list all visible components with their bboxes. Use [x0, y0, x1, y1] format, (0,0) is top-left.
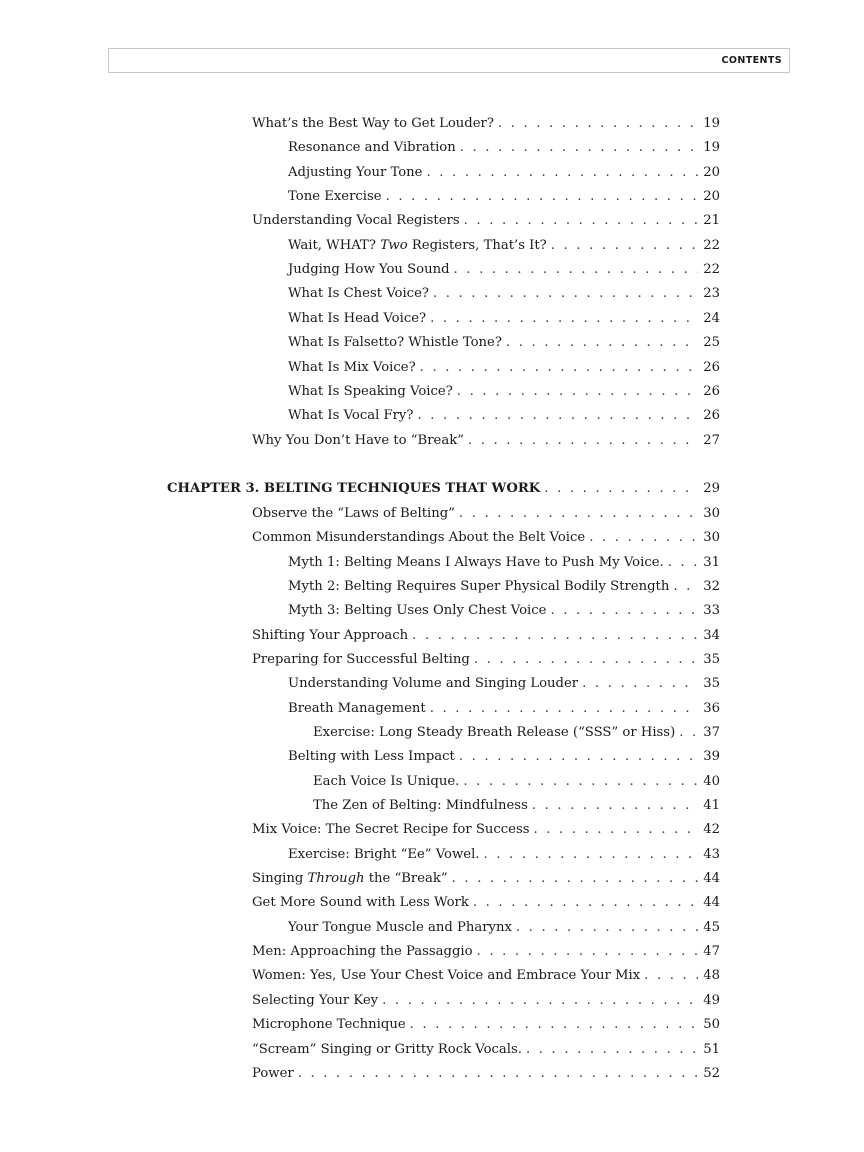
toc-entry[interactable]	[288, 577, 720, 597]
toc-entry-title: Your Tongue Muscle and Pharynx	[288, 919, 512, 935]
toc-entry[interactable]	[288, 138, 720, 158]
toc-entry[interactable]	[252, 1040, 720, 1060]
toc-entry-title: What Is Head Voice?	[288, 310, 427, 326]
toc-entry-title: Exercise: Long Steady Breath Release (“SSS” or Hiss)	[313, 724, 676, 740]
dot-leader	[506, 333, 698, 353]
toc-page-number: 29	[703, 481, 720, 497]
toc-page-number: 37	[703, 724, 720, 740]
toc-entry[interactable]	[288, 309, 720, 329]
toc-page-number: 22	[703, 237, 720, 253]
toc-page-number: 36	[703, 700, 720, 716]
dot-leader	[464, 211, 699, 231]
toc-page-number: 30	[703, 505, 720, 521]
toc-entry-title: Men: Approaching the Passaggio	[252, 944, 473, 960]
toc-entry[interactable]	[288, 358, 720, 378]
dot-leader	[298, 1064, 699, 1084]
dot-leader	[644, 966, 698, 986]
toc-page-number: 44	[703, 871, 720, 886]
toc-entry-title: Judging How You Sound	[288, 262, 450, 278]
toc-entry-title: Myth 3: Belting Uses Only Chest Voice	[288, 603, 547, 619]
toc-entry-title: What’s the Best Way to Get Louder?	[252, 116, 494, 131]
toc-page-number: 51	[703, 1041, 720, 1057]
dot-leader	[551, 236, 698, 256]
toc-entry[interactable]	[252, 211, 720, 231]
running-header-label: CONTENTS	[721, 55, 782, 66]
toc-entry[interactable]	[288, 382, 720, 402]
dot-leader	[420, 358, 699, 378]
running-header	[108, 48, 790, 73]
dot-leader	[532, 796, 698, 816]
toc-entry-title: Women: Yes, Use Your Chest Voice and Embrace Your Mix	[252, 968, 641, 984]
toc-entry-title-part: Registers, That’s It?	[407, 237, 547, 253]
toc-entry-title: What Is Mix Voice?	[288, 359, 416, 375]
dot-leader	[410, 1015, 699, 1035]
toc-page-number: 26	[703, 383, 720, 399]
toc-entry-title: Resonance and Vibration	[288, 140, 456, 156]
toc-entry-title: Preparing for Successful Belting	[252, 651, 470, 667]
toc-entry[interactable]	[288, 699, 720, 719]
toc-page-number: 19	[703, 140, 720, 156]
toc-page-number: 34	[703, 627, 720, 643]
toc-page-number: 47	[703, 944, 720, 960]
toc-entry[interactable]	[252, 1064, 720, 1084]
toc-entry-title-emphasis: Through	[307, 871, 365, 886]
dot-leader	[426, 163, 698, 183]
toc-entry[interactable]	[288, 163, 720, 183]
toc-entry[interactable]	[313, 796, 720, 816]
dot-leader	[417, 406, 698, 426]
dot-leader	[516, 918, 698, 938]
toc-page-number: 44	[703, 895, 720, 911]
toc-entry[interactable]	[288, 406, 720, 426]
toc-entry[interactable]	[288, 747, 720, 767]
toc-entry-title: Shifting Your Approach	[252, 627, 409, 643]
toc-entry-title: What Is Vocal Fry?	[288, 408, 414, 424]
dot-leader	[474, 650, 698, 670]
toc-entry[interactable]	[288, 601, 720, 621]
toc-entry[interactable]	[252, 504, 720, 524]
toc-page-number: 48	[703, 968, 720, 984]
toc-entry-title: Each Voice Is Unique.	[313, 773, 460, 789]
dot-leader	[430, 699, 699, 719]
dot-leader	[679, 723, 698, 743]
dot-leader	[589, 528, 698, 548]
toc-entry-title: What Is Chest Voice?	[288, 286, 429, 302]
toc-page-number: 41	[703, 798, 720, 813]
toc-entry-title-emphasis: Two	[380, 237, 408, 253]
toc-page-number: 45	[703, 919, 720, 935]
toc-entry[interactable]	[288, 260, 720, 280]
toc-entry-title: What Is Speaking Voice?	[288, 383, 453, 399]
dot-leader	[463, 772, 698, 792]
dot-leader	[668, 553, 699, 573]
dot-leader	[544, 479, 698, 499]
toc-page-number: 42	[703, 822, 720, 838]
toc-entry[interactable]	[288, 236, 720, 256]
toc-entry[interactable]	[252, 431, 720, 451]
toc-entry-title-part: Singing	[252, 871, 308, 886]
toc-entry[interactable]	[252, 820, 720, 840]
dot-leader	[459, 504, 698, 524]
toc-entry[interactable]	[313, 772, 720, 792]
toc-entry-title: “Scream” Singing or Gritty Rock Vocals.	[252, 1041, 522, 1057]
toc-entry-title: Understanding Vocal Registers	[252, 213, 460, 229]
toc-entry-title: Power	[252, 1065, 294, 1081]
dot-leader	[430, 309, 698, 329]
toc-entry-title-part: the “Break”	[364, 871, 448, 886]
toc-entry[interactable]	[288, 187, 720, 207]
toc-page-number: 52	[703, 1065, 720, 1081]
toc-entry-title: CHAPTER 3. BELTING TECHNIQUES THAT WORK	[167, 481, 541, 497]
dot-leader	[673, 577, 698, 597]
toc-entry-title: Common Misunderstandings About the Belt Voice	[252, 530, 586, 546]
toc-page-number: 30	[703, 530, 720, 546]
toc-entry[interactable]	[288, 284, 720, 304]
dot-leader	[433, 284, 698, 304]
toc-page-number: 19	[703, 116, 720, 131]
toc-page-number: 26	[703, 359, 720, 375]
toc-entry[interactable]	[288, 553, 720, 573]
toc-entry-title: Mix Voice: The Secret Recipe for Success	[252, 822, 530, 838]
toc-entry[interactable]	[252, 942, 720, 962]
dot-leader	[457, 382, 698, 402]
toc-entry-title: Myth 1: Belting Means I Always Have to Push My Voice.	[288, 554, 664, 570]
toc-entry-title: Observe the “Laws of Belting”	[252, 505, 455, 521]
toc-entry-title: Tone Exercise	[288, 189, 382, 205]
toc-chapter-heading[interactable]	[167, 479, 720, 499]
toc-entry-title: The Zen of Belting: Mindfulness	[313, 798, 528, 813]
toc-page-number: 23	[703, 286, 720, 302]
dot-leader	[459, 747, 698, 767]
dot-leader	[582, 674, 698, 694]
toc-entry-title	[288, 236, 547, 256]
dot-leader	[460, 138, 698, 158]
toc-entry[interactable]	[288, 918, 720, 938]
toc-entry-title: Microphone Technique	[252, 1017, 406, 1033]
toc-entry[interactable]	[252, 966, 720, 986]
toc-page-number: 22	[703, 262, 720, 278]
toc-page-number: 20	[703, 189, 720, 205]
dot-leader	[382, 991, 698, 1011]
dot-leader	[386, 187, 699, 207]
toc-entry-title: Belting with Less Impact	[288, 749, 455, 765]
toc-entry-title: Understanding Volume and Singing Louder	[288, 676, 579, 692]
toc-page-number: 27	[703, 432, 720, 448]
toc-entry[interactable]	[252, 893, 720, 913]
toc-entry-title: Myth 2: Belting Requires Super Physical Bodily Strength	[288, 578, 670, 594]
toc-entry[interactable]	[288, 674, 720, 694]
dot-leader	[477, 942, 699, 962]
dot-leader	[452, 869, 699, 889]
toc-page-number: 25	[703, 335, 720, 351]
toc-page-number: 20	[703, 164, 720, 180]
toc-entry-title: Why You Don’t Have to “Break”	[252, 432, 464, 448]
toc-entry[interactable]	[288, 333, 720, 353]
toc-entry-title: Adjusting Your Tone	[288, 164, 423, 180]
toc-entry-title: Breath Management	[288, 700, 426, 716]
toc-entry-title: What Is Falsetto? Whistle Tone?	[288, 335, 502, 351]
toc-page-number: 50	[703, 1017, 720, 1033]
dot-leader	[483, 845, 698, 865]
toc-page-number: 49	[703, 992, 720, 1008]
toc-entry[interactable]	[252, 528, 720, 548]
toc-entry[interactable]	[252, 114, 720, 134]
toc-entry[interactable]	[252, 1015, 720, 1035]
dot-leader	[533, 820, 698, 840]
toc-page-number: 26	[703, 408, 720, 424]
dot-leader	[473, 893, 698, 913]
toc-entry-title: Get More Sound with Less Work	[252, 895, 469, 911]
toc-entry[interactable]	[288, 845, 720, 865]
dot-leader	[498, 114, 698, 134]
dot-leader	[412, 626, 698, 646]
toc-entry[interactable]	[252, 991, 720, 1011]
toc-entry-title: Exercise: Bright “Ee” Vowel.	[288, 846, 480, 862]
dot-leader	[468, 431, 698, 451]
toc-entry-title: Selecting Your Key	[252, 992, 379, 1008]
toc-page-number: 21	[703, 213, 720, 229]
toc-entry[interactable]	[252, 650, 720, 670]
toc-page-number: 32	[703, 578, 720, 594]
toc-entry[interactable]	[313, 723, 720, 743]
dot-leader	[454, 260, 699, 280]
toc-page-number: 35	[703, 676, 720, 692]
toc-page-number: 33	[703, 603, 720, 619]
toc-entry[interactable]	[252, 869, 720, 889]
dot-leader	[550, 601, 698, 621]
toc-page-number: 35	[703, 651, 720, 667]
toc-entry-title	[252, 869, 448, 889]
toc-page-number: 24	[703, 310, 720, 326]
toc-page-number: 39	[703, 749, 720, 765]
toc-page-number: 31	[703, 554, 720, 570]
toc-page-number: 43	[703, 846, 720, 862]
toc-entry[interactable]	[252, 626, 720, 646]
toc-entry-title-part: Wait, WHAT?	[288, 237, 381, 253]
toc-page-number: 40	[703, 773, 720, 789]
dot-leader	[526, 1040, 698, 1060]
